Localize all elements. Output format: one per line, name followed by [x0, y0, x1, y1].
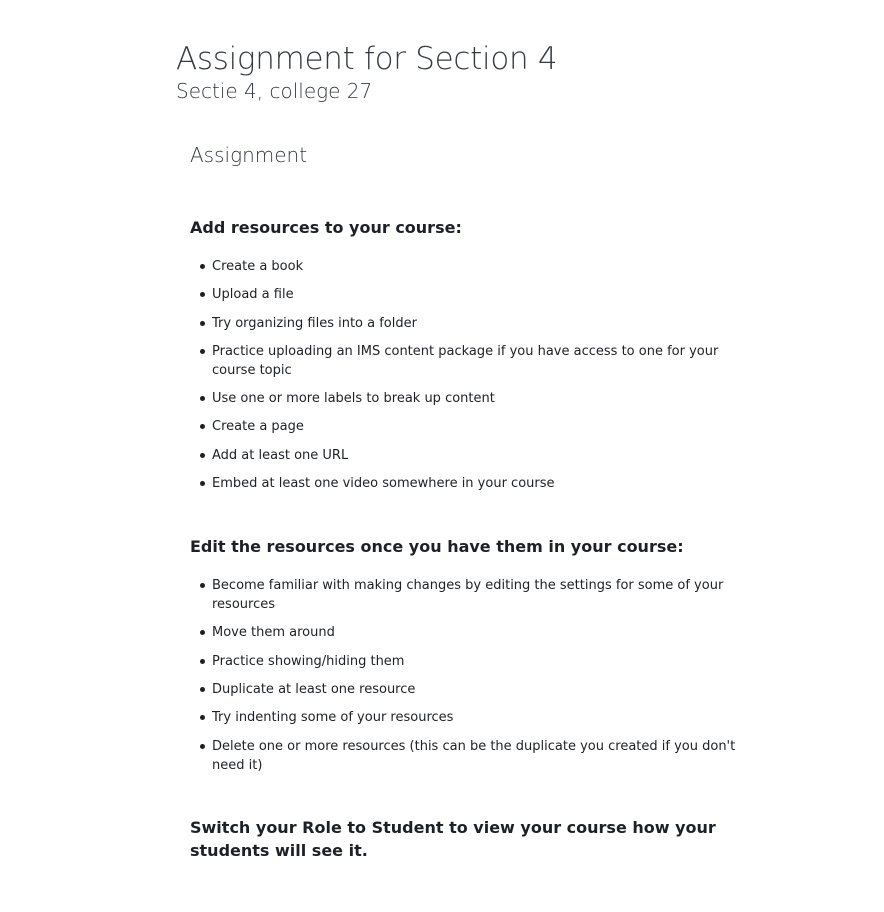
list-item: Embed at least one video somewhere in your course: [212, 474, 746, 493]
list-item: Upload a file: [212, 285, 746, 304]
list-item: Duplicate at least one resource: [212, 680, 746, 699]
edit-resources-list: [190, 576, 746, 774]
add-resources-list: [190, 257, 746, 493]
list-item: Practice uploading an IMS content package if you have access to one for your course topic: [212, 342, 746, 380]
section-heading: Assignment: [190, 143, 308, 167]
list-item: Delete one or more resources (this can be the duplicate you created if you don't need it): [212, 737, 746, 775]
list-item: Practice showing/hiding them: [212, 652, 746, 671]
assignment-page: [176, 40, 756, 862]
edit-resources-heading: Edit the resources once you have them in your course:: [190, 537, 684, 557]
page-subtitle: Sectie 4, college 27: [176, 79, 373, 103]
list-item: Try indenting some of your resources: [212, 708, 746, 727]
list-item: Move them around: [212, 623, 746, 642]
list-item: Try organizing files into a folder: [212, 314, 746, 333]
page-title: Assignment for Section 4: [176, 41, 558, 77]
list-item: Use one or more labels to break up content: [212, 389, 746, 408]
list-item: Create a page: [212, 417, 746, 436]
switch-role-heading: Switch your Role to Student to view your course how your students will see it.: [190, 817, 716, 860]
list-item: Add at least one URL: [212, 446, 746, 465]
assignment-content: [190, 142, 746, 862]
list-item: Create a book: [212, 257, 746, 276]
add-resources-heading: Add resources to your course:: [190, 218, 462, 237]
list-item: Become familiar with making changes by editing the settings for some of your resources: [212, 576, 746, 614]
